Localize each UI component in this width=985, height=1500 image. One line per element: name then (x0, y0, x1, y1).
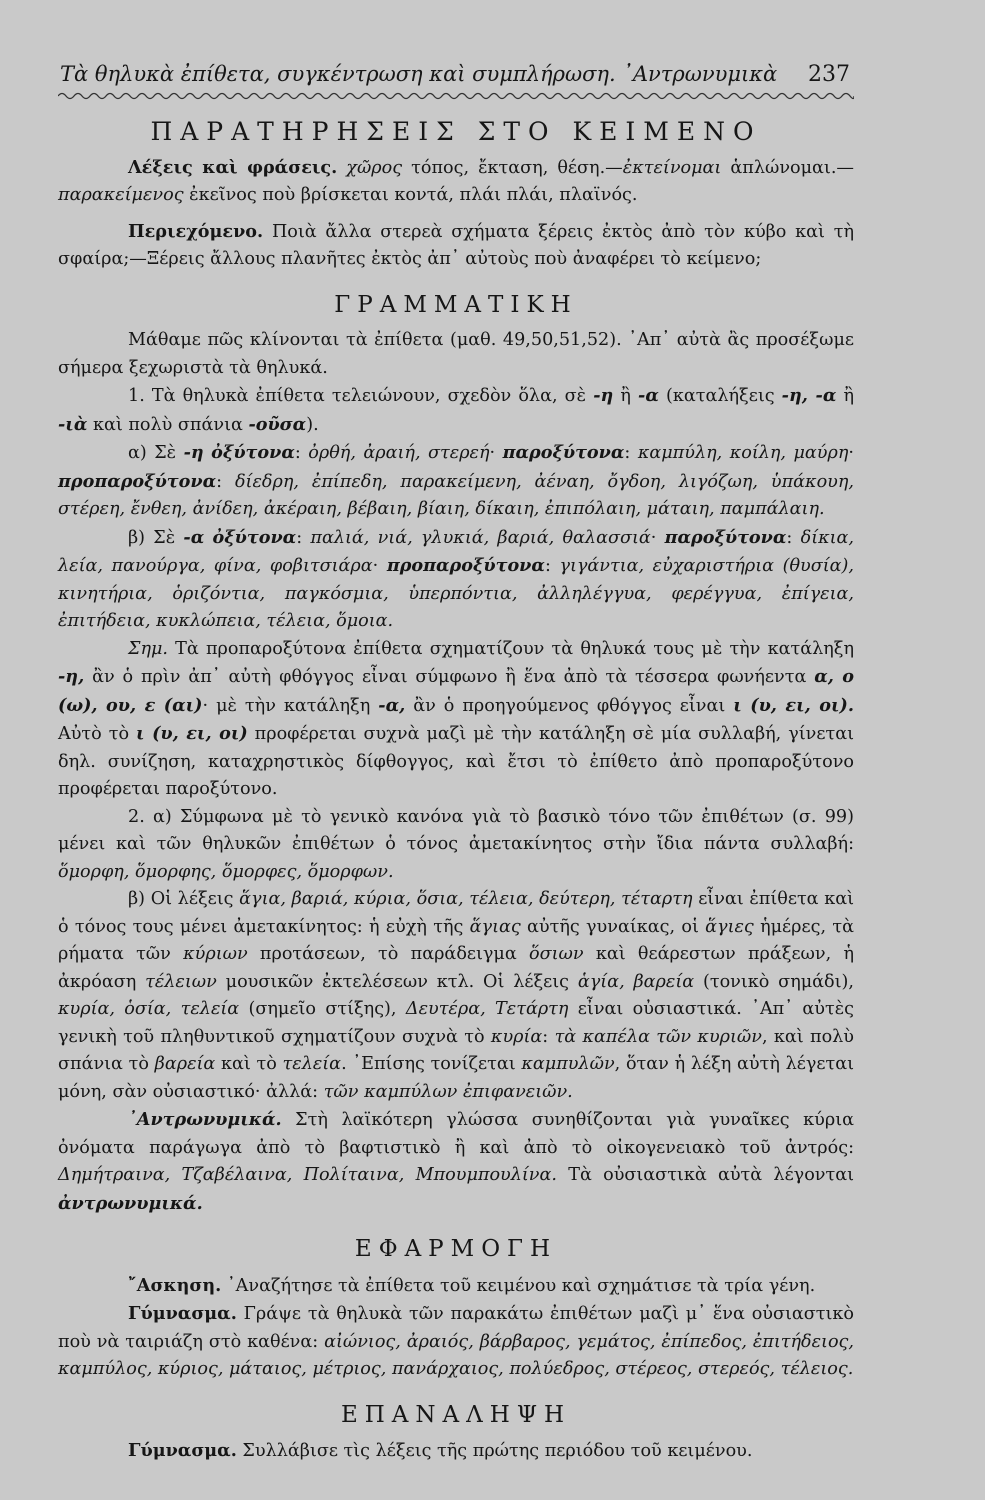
rule-2b-paragraph: β) Οἱ λέξεις ἅγια, βαριά, κύρια, ὅσια, τέλεια, δεύτερη, τέταρτη εἶναι ἐπίθετα καὶ ὁ τόνος τους μένει ἀμετακίνητος: ἡ εὐχὴ τῆς ἅγιας αὐτῆς γυναίκας, οἱ ἅγιες ἡμέρες, τὰ ρήματα τῶν κύριων προτάσεων, τὸ παράδειγμα ὅσιων καὶ θεάρεστων πράξεων, ἡ ἀκρόαση τέλειων μουσικῶν ἐκτελέσεων κτλ. Οἱ λέξεις ἁγία, βαρεία (τονικὸ σημάδι), κυρία, ὁσία, τελεία (σημεῖο στίξης), Δευτέρα, Τετάρτη εἶναι οὐσιαστικά. ᾿Απ᾿ αὐτὲς γενικὴ τοῦ πληθυντικοῦ σχηματίζουν συχνὰ τὸ κυρία: τὰ καπέλα τῶν κυριῶν, καὶ πολὺ σπάνια τὸ βαρεία καὶ τὸ τελεία. ᾿Επίσης τονίζεται καμπυλῶν, ὅταν ἡ λέξη αὐτὴ λέγεται μόνη, σὰν οὐσιαστικό· ἀλλά: τῶν καμπύλων ἐπιφανειῶν. (58, 889, 855, 1102)
drill-paragraph: Γύμνασμα. Γράψε τὰ θηλυκὰ τῶν παρακάτω ἐπιθέτων μαζὶ μ᾿ ἕνα οὐσιαστικὸ ποὺ νὰ ταιριάζη στὸ καθένα: αἰώνιος, ἀραιός, βάρβαρος, γεμάτος, ἐπίπεδος, ἐπιτήδειος, καμπύλος, κύριος, μάταιος, μέτριος, πανάρχαιος, πολύεδρος, στέρεος, στερεός, τέλειος. (58, 1303, 854, 1379)
exercise-label: ῎Ασκηση. (128, 1274, 222, 1296)
section-title-review: ΕΠΑΝΑΛΗΨΗ (340, 1401, 572, 1428)
words-phrases-paragraph: Λέξεις καὶ φράσεις. χῶρος τόπος, ἔκταση, θέση.—ἐκτείνομαι ἁπλώνομαι.— παρακείμενος ἐκεῖνος ποὺ βρίσκεται κοντά, πλάι πλάι, πλαϊνός. (58, 156, 855, 205)
review-drill-paragraph: Γύμνασμα. Συλλάβισε τὶς λέξεις τῆς πρώτης περιόδου τοῦ κειμένου. (128, 1440, 753, 1461)
wavy-rule (58, 90, 854, 102)
section-title-application: ΕΦΑΡΜΟΓΗ (354, 1236, 558, 1262)
exercise-paragraph: ῎Ασκηση. ᾿Αναζήτησε τὰ ἐπίθετα τοῦ κειμένου καὶ σχημάτισε τὰ τρία γένη. (128, 1274, 816, 1296)
content-label: Περιεχόμενο. (128, 220, 264, 242)
section-title-observations: ΠΑΡΑΤΗΡΗΣΕΙΣ ΣΤΟ ΚΕΙΜΕΝΟ (150, 117, 762, 146)
running-header (60, 62, 850, 92)
grammar-intro: Μάθαμε πῶς κλίνονται τὰ ἐπίθετα (μαθ. 49,50,51,52). ᾿Απ᾿ αὐτὰ ἂς προσέξωμε σήμερα ξεχωριστὰ τὰ θηλυκά. (58, 330, 854, 378)
drill-label: Γύμνασμα. (128, 1303, 237, 1324)
rule-1b-paragraph: β) Σὲ -α ὀξύτονα: παλιά, νιά, γλυκιά, βαριά, θαλασσιά· παροξύτονα: δίκια, λεία, πανούργα, φίνα, φοβιτσιάρα· προπαροξύτονα: γιγάντια, εὐχαριστήρια (θυσία), κινητήρια, ὁριζόντια, παγκόσμια, ὑπερπόντια, ἀλληλέγγυα, φερέγγυα, ἐπίγεια, ἐπιτήδεια, κυκλώπεια, τέλεια, ὅμοια. (58, 526, 855, 631)
note-paragraph: Σημ. Τὰ προπαροξύτονα ἐπίθετα σχηματίζουν τὰ θηλυκά τους μὲ τὴν κατάληξη -η, ἂν ὁ πρὶν ἀπ᾿ αὐτὴ φθόγγος εἶναι σύμφωνο ἢ ἕνα ἀπὸ τὰ τέσσερα φωνήεντα α, ο (ω), ου, ε (αι)· μὲ τὴν κατάληξη -α, ἂν ὁ προηγούμενος φθόγγος εἶναι ι (υ, ει, οι). Αὐτὸ τὸ ι (υ, ει, οι) προφέρεται συχνὰ μαζὶ μὲ τὴν κατάληξη σὲ μία συλλαβή, γίνεται δηλ. συνίζηση, καταχρηστικὸς δίφθογγος, καὶ ἔτσι τὸ ἐπίθετο ἀπὸ προπαροξύτονο προφέρεται παροξύτονο. (58, 638, 854, 799)
rule-1-paragraph: 1. Τὰ θηλυκὰ ἐπίθετα τελειώνουν, σχεδὸν ὅλα, σὲ -η ἢ -α (καταλήξεις -η, -α ἢ -ιὰ καὶ πολὺ σπάνια -οῦσα). (58, 385, 854, 435)
page-number: 237 (808, 62, 850, 87)
page-content (58, 118, 854, 1466)
review-drill-label: Γύμνασμα. (128, 1440, 237, 1461)
words-label: Λέξεις καὶ φράσεις. (128, 156, 338, 178)
content-paragraph: Περιεχόμενο. Ποιὰ ἄλλα στερεὰ σχήματα ξέρεις ἐκτὸς ἀπὸ τὸν κύβο καὶ τὴ σφαίρα;—Ξέρεις ἄλλους πλανῆτες ἐκτὸς ἀπ᾿ αὐτοὺς ποὺ ἀναφέρει τὸ κείμενο; (58, 220, 854, 269)
section-title-grammar: ΓΡΑΜΜΑΤΙΚΗ (334, 291, 578, 318)
rule-2a-paragraph: 2. α) Σύμφωνα μὲ τὸ γενικὸ κανόνα γιὰ τὸ βασικὸ τόνο τῶν ἐπιθέτων (σ. 99) μένει καὶ τῶν θηλυκῶν ἐπιθέτων ὁ τόνος ἀμετακίνητος στὴν ἴδια πάντα συλλαβή: ὅμορφη, ὅμορφης, ὅμορφες, ὅμορφων. (58, 806, 854, 882)
rule-1a-paragraph: α) Σὲ -η ὀξύτονα: ὀρθή, ἀραιή, στερεή· παροξύτονα: καμπύλη, κοίλη, μαύρη· προπαροξύτονα: δίεδρη, ἐπίπεδη, παρακείμενη, ἀέναη, ὄγδοη, λιγόζωη, ὑπάκουη, στέρεη, ἔνθεη, ἀνίδεη, ἀκέραιη, βέβαιη, βίαιη, δίκαιη, ἐπιπόλαιη, μάταιη, παμπάλαιη. (58, 442, 854, 519)
running-title: Τὰ θηλυκὰ ἐπίθετα, συγκέντρωση καὶ συμπλήρωση. ᾿Αντρωνυμικὰ (60, 62, 778, 86)
andronymics-paragraph: ᾿Αντρωνυμικά. Στὴ λαϊκότερη γλώσσα συνηθίζονται γιὰ γυναῖκες κύρια ὀνόματα παράγωγα ἀπὸ τὸ βαφτιστικὸ ἢ καὶ ἀπὸ τὸ οἰκογενειακὸ τοῦ ἀντρός: Δημήτραινα, Τζαβέλαινα, Πολίταινα, Μπουμπουλίνα. Τὰ οὐσιαστικὰ αὐτὰ λέγονται ἀντρωνυμικά. (58, 1109, 855, 1214)
